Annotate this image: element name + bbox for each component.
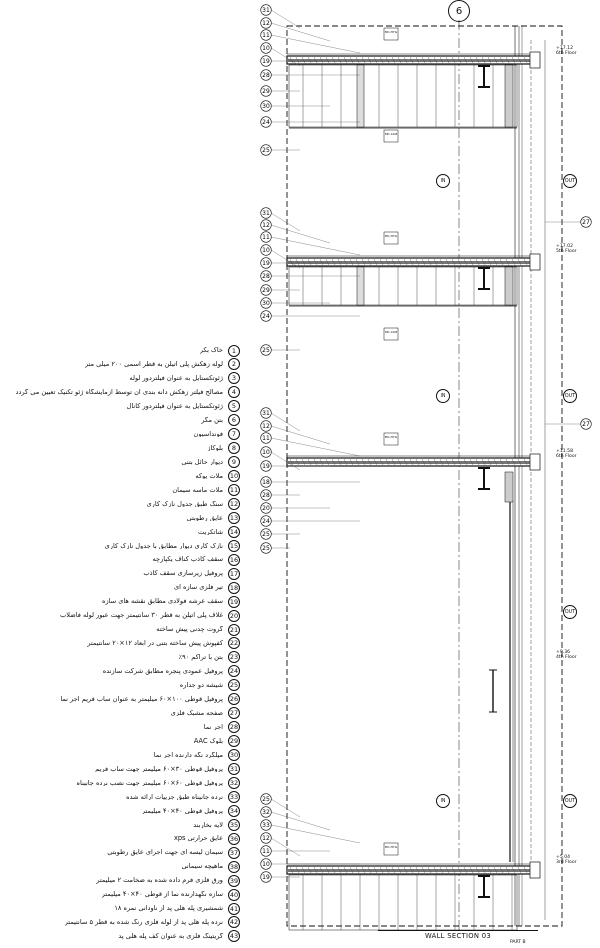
legend-item [0, 552, 240, 567]
legend-item-number: 43 [229, 932, 239, 941]
legend-item-number: 12 [229, 499, 239, 508]
legend-item [0, 873, 240, 888]
svg-text:25: 25 [262, 147, 270, 155]
legend-item-number: 13 [229, 513, 239, 522]
legend-item-text: سنگ طبق جدول نازک کاری [146, 500, 223, 508]
detail-tag [384, 433, 398, 445]
legend-item [0, 803, 240, 818]
legend-item-number: 28 [229, 723, 239, 732]
callout-bubble [261, 820, 272, 831]
svg-text:12: 12 [262, 835, 270, 843]
legend-item-text: نازک کاری دیوار مطابق با جدول نازک کاری [104, 542, 223, 550]
legend-item-number: 36 [229, 834, 239, 843]
legend-item-number: 40 [229, 890, 239, 899]
legend-item [0, 371, 240, 386]
level-mark [556, 244, 600, 254]
svg-text:25: 25 [262, 796, 270, 804]
svg-text:11: 11 [262, 848, 270, 856]
legend-item-number: 9 [228, 456, 240, 468]
svg-text:MC-CLM: MC-CLM [384, 132, 398, 136]
callout-bubble [261, 245, 272, 256]
level-floor-name: 6th Floor [556, 51, 577, 56]
legend-item-text: صفحه مشبک فلزی [170, 709, 223, 717]
legend-item-number: 16 [229, 555, 239, 564]
svg-text:25: 25 [262, 545, 270, 553]
legend-item-number: 27 [229, 709, 239, 718]
room-label-out: OUT [563, 174, 577, 188]
legend-item [0, 538, 240, 553]
legend-item-text: سقف عرشه فولادی مطابق نقشه های سازه [101, 598, 223, 605]
legend-item-text: عایق رطوبتی [186, 514, 223, 522]
room-label-in: IN [436, 174, 450, 188]
level-mark [556, 650, 600, 660]
room-label-out: OUT [563, 389, 577, 403]
legend-item [0, 748, 240, 763]
legend-item-text: دیوار حائل بتنی [181, 458, 223, 466]
legend-item-text: سقف کاذب کناف یکپارچه [152, 556, 223, 564]
legend-item-number: 35 [229, 820, 239, 829]
legend-item [0, 399, 240, 414]
legend-item [0, 510, 240, 525]
legend-item [0, 901, 240, 916]
legend-item-text: تیر فلزی سازه ای [173, 584, 223, 591]
callout-bubble [261, 258, 272, 269]
callout-bubble [261, 490, 272, 501]
legend-item-number: 41 [229, 904, 239, 913]
room-label-out: OUT [563, 794, 577, 808]
svg-text:24: 24 [262, 119, 270, 127]
legend-item-text: گریتینگ فلزی به عنوان کف پله هلی پد [118, 933, 223, 940]
legend-item-text: آجر نما [203, 723, 223, 731]
svg-text:28: 28 [262, 72, 270, 80]
legend-item [0, 734, 240, 749]
legend-item [0, 594, 240, 609]
legend-item-number: 15 [229, 541, 239, 550]
svg-text:31: 31 [262, 7, 270, 15]
drawing-title: WALL SECTION 03 [425, 932, 491, 940]
level-floor-name: 5th Floor [556, 249, 577, 254]
callout-bubble [261, 220, 272, 231]
legend-item-number: 23 [229, 653, 239, 662]
legend-item-number: 20 [229, 611, 239, 620]
legend-item-text: ژئوتکستایل به عنوان فیلتردور کانال [126, 403, 223, 410]
callout-bubble [261, 30, 272, 41]
legend-item-text: کفپوش پیش ساخته بتنی در ابعاد ۱۲×۲۰ سانتیمتر [87, 640, 223, 647]
legend-item-text: پروفیل قوطی ۴۰×۴۰ میلیمتر [141, 807, 223, 815]
level-mark [556, 46, 600, 56]
legend-item [0, 762, 240, 777]
legend-item [0, 706, 240, 721]
callout-bubble [261, 846, 272, 857]
legend-item [0, 385, 240, 400]
legend-item-number: 42 [229, 918, 239, 927]
svg-text:MC-HYG: MC-HYG [384, 845, 398, 849]
floor-slab [287, 454, 540, 502]
legend-item [0, 887, 240, 902]
svg-text:28: 28 [262, 273, 270, 281]
callout-bubble [261, 43, 272, 54]
legend-item-number: 19 [229, 597, 239, 606]
legend-item-text: عایق حرارتی xps [173, 835, 223, 843]
legend-item-number: 29 [229, 737, 239, 746]
callout-bubble [261, 86, 272, 97]
floor-slab [287, 862, 540, 930]
legend-item [0, 427, 240, 442]
svg-text:11: 11 [262, 32, 270, 40]
legend-item [0, 608, 240, 623]
callout-bubble [261, 529, 272, 540]
legend-item-text: بتن مگر [201, 416, 223, 424]
legend-item [0, 622, 240, 637]
legend-item-text: ژئوتکستایل به عنوان فیلتردور لوله [129, 375, 223, 382]
svg-text:31: 31 [262, 210, 270, 218]
callout-bubble [261, 461, 272, 472]
legend-item [0, 455, 240, 470]
legend-item [0, 413, 240, 428]
legend-item [0, 343, 240, 358]
level-floor-name: 6th Floor [556, 454, 577, 459]
callout-bubble [261, 285, 272, 296]
svg-text:30: 30 [262, 300, 270, 308]
callout-bubble [261, 208, 272, 219]
legend-item-text: لوله زهکش پلی اتیلن به قطر اسمی ۲۰۰ میلی متر [84, 361, 223, 368]
legend-item-text: مصالح فیلتر زهکش دانه بندی آن توسط آزمایشگاه ژئو تکنیک تعیین می گردد [15, 389, 223, 396]
svg-text:32: 32 [262, 809, 270, 817]
legend-item-number: 5 [228, 400, 240, 412]
callout-bubble [261, 145, 272, 156]
legend-item-text: بلوک AAC [193, 737, 223, 745]
svg-text:MC-CLM: MC-CLM [384, 330, 398, 334]
legend-item-number: 25 [229, 681, 239, 690]
legend-item [0, 817, 240, 832]
level-elevation: +11.58 [556, 449, 574, 454]
legend-item [0, 831, 240, 846]
svg-text:20: 20 [262, 505, 270, 513]
level-elevation: +5.04 [556, 855, 571, 860]
legend-item-number: 34 [229, 806, 239, 815]
legend-item [0, 650, 240, 665]
legend-item [0, 775, 240, 790]
svg-text:31: 31 [262, 410, 270, 418]
legend-item-number: 10 [229, 472, 239, 481]
legend-item-number: 1 [228, 345, 240, 357]
legend-item [0, 789, 240, 804]
legend-item-number: 22 [229, 639, 239, 648]
callout-bubble [261, 872, 272, 883]
drawing-title-bar [378, 930, 538, 940]
svg-text:12: 12 [262, 20, 270, 28]
callout-bubble [261, 794, 272, 805]
callout-bubble [261, 271, 272, 282]
legend-item [0, 720, 240, 735]
room-label-in: IN [436, 389, 450, 403]
legend-item-number: 7 [228, 428, 240, 440]
detail-tag [384, 843, 398, 855]
svg-text:10: 10 [262, 861, 270, 869]
legend-item-number: 18 [229, 583, 239, 592]
callout-bubble [261, 408, 272, 419]
svg-text:10: 10 [262, 45, 270, 53]
svg-text:12: 12 [262, 423, 270, 431]
legend-item-number: 2 [228, 358, 240, 370]
detail-tag [384, 28, 398, 40]
legend-item [0, 692, 240, 707]
legend-item-text: پروفیل قوطی ۱۰۰×۶۰ میلیمتر به عنوان ساب فریم آجر نما [60, 695, 223, 703]
callout-bubble [261, 5, 272, 16]
svg-text:19: 19 [262, 58, 270, 66]
callout-bubble [261, 232, 272, 243]
legend-item-number: 30 [229, 751, 239, 760]
legend-item-text: خاک بکر [199, 347, 223, 354]
svg-text:27: 27 [582, 219, 590, 227]
legend-item-text: پروفیل قوطی ۶۰×۶۰ میلیمتر جهت نصب نرده جانپناه [76, 779, 223, 787]
legend-item-text: نرده پله هلی پد از لوله فلزی رنگ شده به قطر ۵ سانتیمتر [64, 919, 223, 926]
callout-bubble [261, 56, 272, 67]
legend-item [0, 915, 240, 930]
legend-item [0, 441, 240, 456]
level-mark [556, 449, 600, 459]
legend-item-text: شاتکریت [198, 528, 223, 536]
legend-item-number: 6 [228, 414, 240, 426]
svg-text:MC-HYG: MC-HYG [384, 30, 398, 34]
legend-item-number: 33 [229, 792, 239, 801]
svg-text:11: 11 [262, 234, 270, 242]
svg-text:11: 11 [262, 435, 270, 443]
legend-item [0, 664, 240, 679]
room-label-out: OUT [563, 605, 577, 619]
callout-bubble [261, 447, 272, 458]
legend-item-number: 21 [229, 625, 239, 634]
legend-item-number: 38 [229, 862, 239, 871]
legend-item-text: پروفیل زیرسازی سقف کاذب [143, 570, 223, 577]
detail-tag [384, 328, 398, 340]
legend-item [0, 357, 240, 372]
grid-axis-bubble [448, 0, 470, 22]
legend-item-text: سازه نگهدارنده نما از قوطی ۴۰×۴۰ میلیمتر [101, 891, 223, 898]
callout-bubble [261, 311, 272, 322]
legend-item-number: 39 [229, 876, 239, 885]
callout-bubble [261, 101, 272, 112]
legend-item-number: 31 [229, 765, 239, 773]
callout-bubble [261, 859, 272, 870]
callout-bubble [581, 217, 592, 228]
legend-item-text: بلوکاژ [207, 444, 223, 452]
legend-item-text: سیمان لیسه ای جهت اجرای عایق رطوبتی [107, 849, 223, 856]
svg-text:19: 19 [262, 260, 270, 268]
svg-text:12: 12 [262, 222, 270, 230]
level-mark [556, 855, 600, 865]
callout-bubble [261, 543, 272, 554]
legend-item-text: ملات پوکه [195, 472, 223, 480]
svg-text:19: 19 [262, 874, 270, 882]
legend-item-number: 26 [229, 695, 239, 704]
legend-item-text: لایه بخاربند [193, 821, 223, 829]
legend-item-number: 32 [229, 778, 239, 787]
detail-tag [384, 130, 398, 142]
legend-item-text: گروت چدنی پیش ساخته [156, 626, 223, 633]
legend-item [0, 845, 240, 860]
legend-item [0, 483, 240, 498]
legend-item [0, 678, 240, 693]
svg-text:29: 29 [262, 287, 270, 295]
floor-slab [287, 52, 540, 128]
legend-item [0, 524, 240, 539]
legend-item-text: پروفیل قوطی ۳۰×۶۰ میلیمتر جهت ساب فریم [95, 765, 223, 773]
legend-item [0, 469, 240, 484]
floor-slab [287, 254, 540, 306]
callout-bubble [261, 70, 272, 81]
legend-item [0, 580, 240, 595]
callout-bubble [261, 433, 272, 444]
svg-text:28: 28 [262, 492, 270, 500]
legend-item-number: 14 [229, 527, 239, 536]
legend-item-text: میلگرد نگه دارنده آجر نما [153, 751, 223, 759]
room-label-in: IN [436, 794, 450, 808]
callout-bubble [581, 419, 592, 430]
svg-text:10: 10 [262, 449, 270, 457]
legend-item-text: بتن با تراکم ۹۰٪ [178, 654, 223, 661]
callout-bubble [261, 298, 272, 309]
callout-bubble [261, 477, 272, 488]
legend-item [0, 496, 240, 511]
legend-item-number: 8 [228, 442, 240, 454]
svg-text:18: 18 [262, 479, 270, 487]
legend-item [0, 636, 240, 651]
legend-item-text: شمشیری پله هلی پد از ناودانی نمره ۱۸ [114, 905, 223, 912]
svg-text:24: 24 [262, 518, 270, 526]
legend-item-text: فونداسیون [193, 430, 223, 438]
svg-text:25: 25 [262, 347, 270, 355]
legend-item-text: ورق فلزی فرم داده شده به ضخامت ۲ میلیمتر [96, 877, 223, 884]
legend-item-number: 11 [229, 486, 239, 494]
svg-text:33: 33 [262, 822, 270, 830]
legend-item-number: 17 [229, 569, 239, 578]
legend-item-number: 37 [229, 848, 239, 857]
callout-bubble [261, 503, 272, 514]
callout-bubble [261, 807, 272, 818]
legend-item [0, 566, 240, 581]
legend-item [0, 859, 240, 874]
callout-bubble [261, 516, 272, 527]
callout-bubble [261, 345, 272, 356]
callout-bubble [261, 421, 272, 432]
svg-text:30: 30 [262, 103, 270, 111]
level-floor-name: 3rd Floor [556, 860, 577, 865]
callout-bubble [261, 18, 272, 29]
drawing-part: PART B [510, 940, 526, 945]
svg-text:MC-HYG: MC-HYG [384, 234, 398, 238]
svg-text:MC-HYG: MC-HYG [384, 435, 398, 439]
level-elevation: +17.12 [556, 46, 574, 51]
legend-item-number: 3 [228, 372, 240, 384]
callout-bubble [261, 833, 272, 844]
legend-item-number: 4 [228, 386, 240, 398]
legend-item-text: شیشه دو جداره [179, 682, 223, 689]
level-elevation: +9.36 [556, 650, 571, 655]
svg-text:10: 10 [262, 247, 270, 255]
svg-text:19: 19 [262, 463, 270, 471]
legend-item-text: ماهیچه سیمانی [181, 863, 223, 870]
grid-axis-label: 6 [448, 0, 470, 22]
legend-item-number: 24 [229, 667, 239, 676]
legend-item-text: غلاف پلی اتیلن به قطر ۳۰ سانتیمتر جهت عبور لوله فاضلاب [60, 612, 223, 619]
legend-item-text: ملات ماسه سیمان [172, 486, 223, 494]
legend-item-text: نرده جانپناه طبق جزییات ارائه شده [126, 793, 223, 801]
callout-bubble [261, 117, 272, 128]
svg-text:24: 24 [262, 313, 270, 321]
level-elevation: +17.02 [556, 244, 574, 249]
level-floor-name: 4th Floor [556, 655, 577, 660]
legend-item [0, 929, 240, 944]
svg-text:27: 27 [582, 421, 590, 429]
detail-tag [384, 232, 398, 244]
svg-text:25: 25 [262, 531, 270, 539]
legend-item-text: پروفیل عمودی پنجره مطابق شرکت سازنده [102, 668, 223, 675]
svg-text:29: 29 [262, 88, 270, 96]
